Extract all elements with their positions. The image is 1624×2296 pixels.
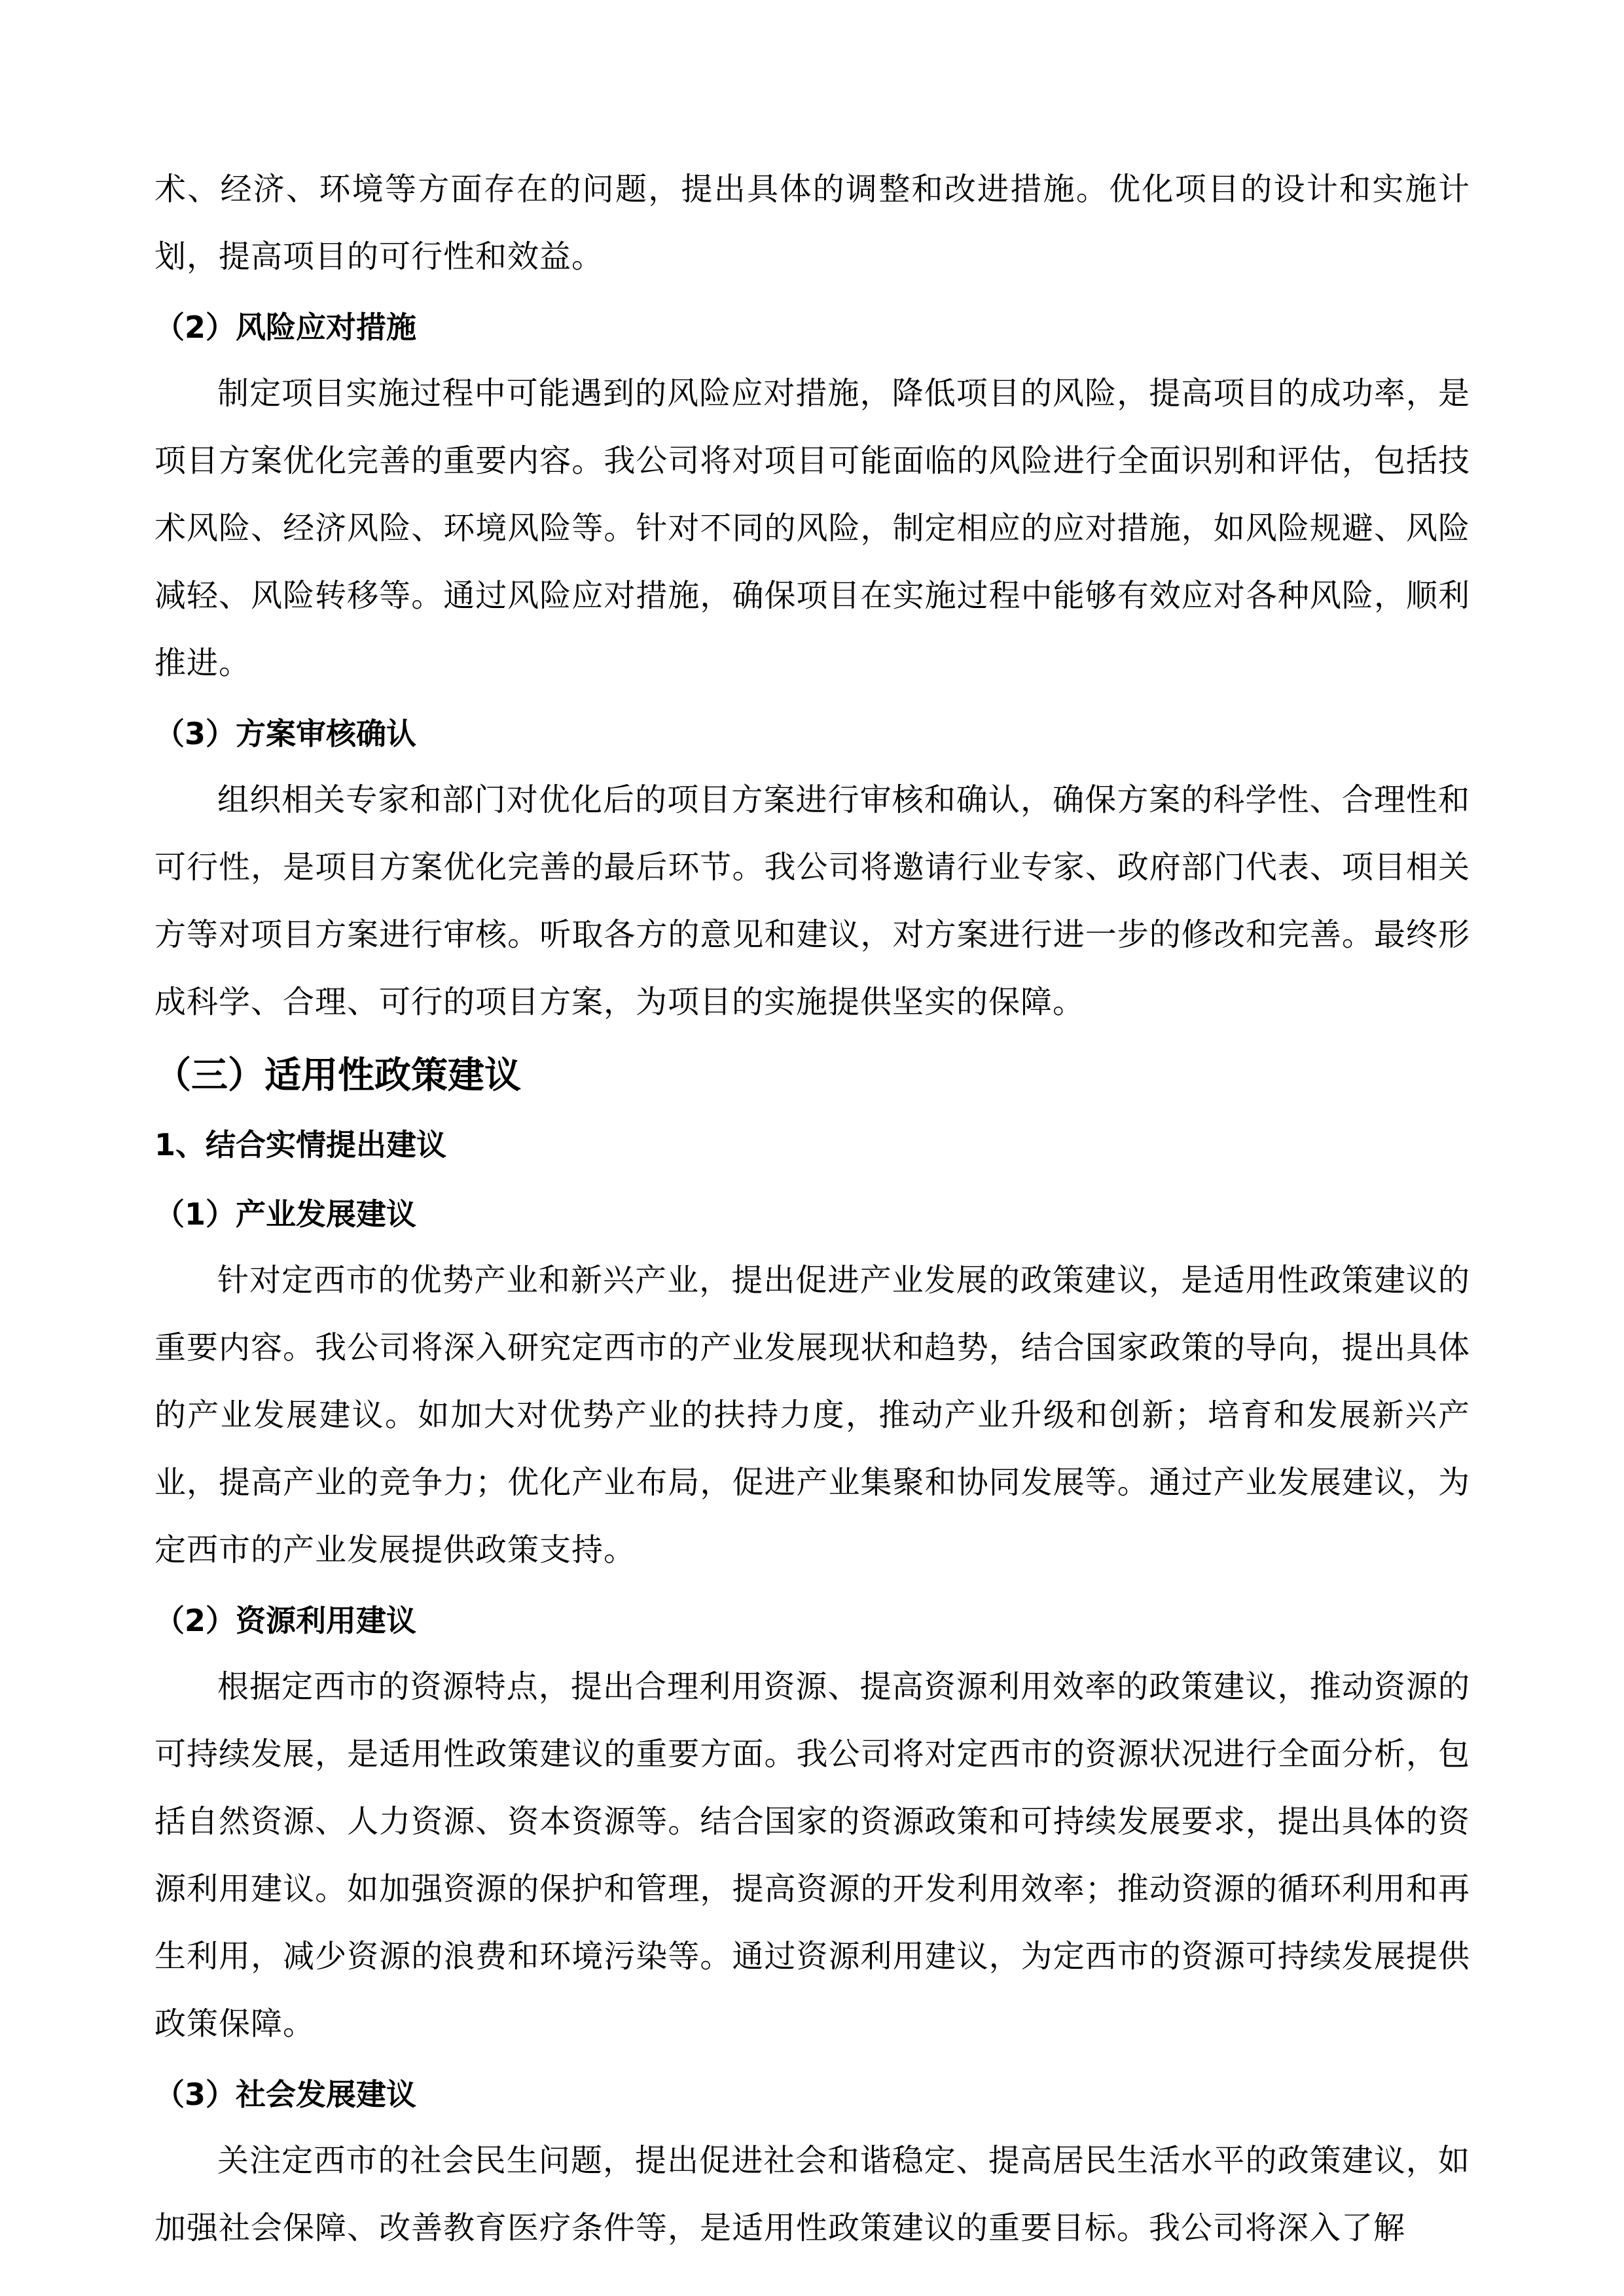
intro-paragraph: 术、经济、环境等方面存在的问题，提出具体的调整和改进措施。优化项目的设计和实施计划，提高项目的可行性和效益。	[154, 171, 1470, 275]
risk-measures-paragraph: 制定项目实施过程中可能遇到的风险应对措施，降低项目的风险，提高项目的成功率，是项目方案优化完善的重要内容。我公司将对项目可能面临的风险进行全面识别和评估，包括技术风险、经济风险、环境风险等。针对不同的风险，制定相应的应对措施，如风险规避、风险减轻、风险转移等。通过风险应对措施，确保项目在实施过程中能够有效应对各种风险，顺利推进。	[154, 375, 1470, 681]
resource-paragraph: 根据定西市的资源特点，提出合理利用资源、提高资源利用效率的政策建议，推动资源的可持续发展，是适用性政策建议的重要方面。我公司将对定西市的资源状况进行全面分析，包括自然资源、人力资源、资本资源等。结合国家的资源政策和可持续发展要求，提出具体的资源利用建议。如加强资源的保护和管理，提高资源的开发利用效率；推动资源的循环利用和再生利用，减少资源的浪费和环境污染等。通过资源利用建议，为定西市的资源可持续发展提供政策保障。	[154, 1668, 1470, 2042]
section-heading-policy-suggestions: （三）适用性政策建议	[154, 1054, 521, 1097]
resource-heading: （2）资源利用建议	[154, 1603, 417, 1638]
plan-review-paragraph: 组织相关专家和部门对优化后的项目方案进行审核和确认，确保方案的科学性、合理性和可行性，是项目方案优化完善的最后环节。我公司将邀请行业专家、政府部门代表、项目相关方等对项目方案进行审核。听取各方的意见和建议，对方案进行进一步的修改和完善。最终形成科学、合理、可行的项目方案，为项目的实施提供坚实的保障。	[154, 781, 1470, 1020]
document-body	[154, 156, 1470, 2262]
social-heading: （3）社会发展建议	[154, 2077, 417, 2112]
industry-heading: （1）产业发展建议	[154, 1196, 417, 1232]
social-paragraph: 关注定西市的社会民生问题，提出促进社会和谐稳定、提高居民生活水平的政策建议，如加强社会保障、改善教育医疗条件等，是适用性政策建议的重要目标。我公司将深入了解	[154, 2142, 1470, 2246]
item-heading-practical-suggestions: 1、结合实情提出建议	[154, 1127, 447, 1162]
risk-measures-heading: （2）风险应对措施	[154, 310, 417, 345]
plan-review-heading: （3）方案审核确认	[154, 716, 417, 751]
industry-paragraph: 针对定西市的优势产业和新兴产业，提出促进产业发展的政策建议，是适用性政策建议的重要内容。我公司将深入研究定西市的产业发展现状和趋势，结合国家政策的导向，提出具体的产业发展建议。如加大对优势产业的扶持力度，推动产业升级和创新；培育和发展新兴产业，提高产业的竞争力；优化产业布局，促进产业集聚和协同发展等。通过产业发展建议，为定西市的产业发展提供政策支持。	[154, 1262, 1470, 1568]
